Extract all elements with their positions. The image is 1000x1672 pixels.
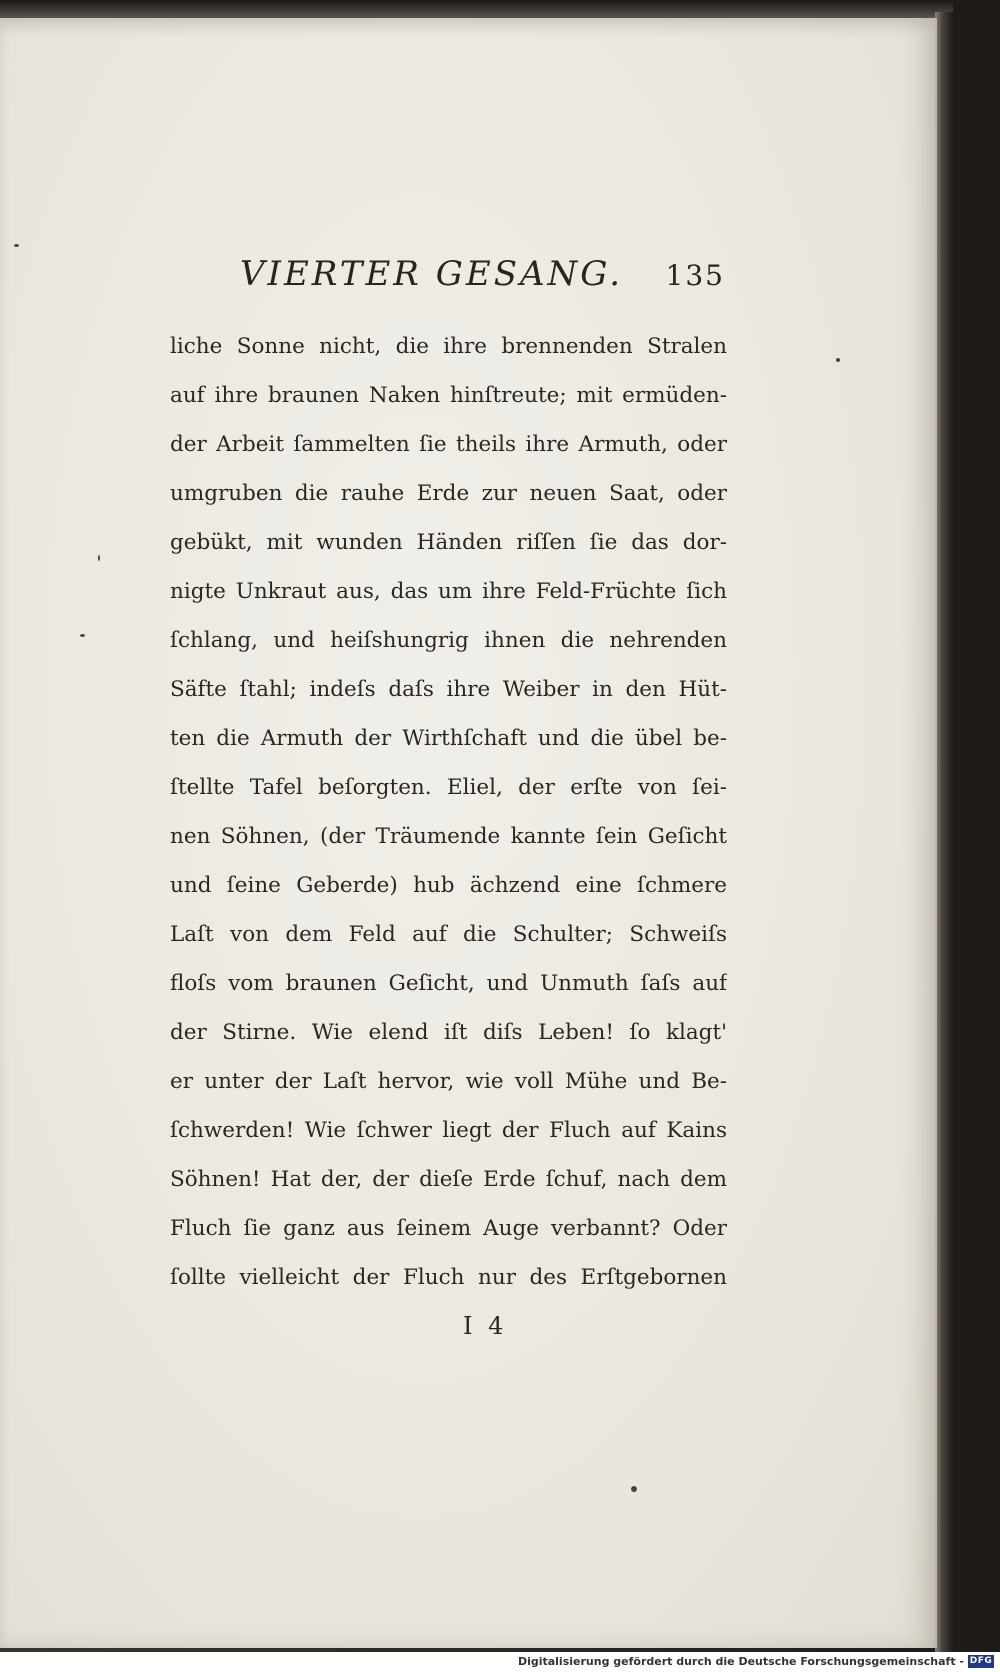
text-line: der Stirne. Wie elend iſt diſs Leben! ſo klagt'	[170, 1020, 727, 1045]
text-line: ſchlang, und heiſshungrig ihnen die nehrenden	[170, 628, 727, 653]
text-line: Säfte ſtahl; indeſs daſs ihre Weiber in den Hüt-	[170, 677, 727, 702]
text-line: Fluch ſie ganz aus ſeinem Auge verbannt? Oder	[170, 1216, 727, 1241]
text-line: Laſt von dem Feld auf die Schulter; Schweiſs	[170, 922, 727, 947]
text-line: er unter der Laſt hervor, wie voll Mühe und Be-	[170, 1069, 727, 1094]
text-line: Söhnen! Hat der, der dieſe Erde ſchuf, nach dem	[170, 1167, 727, 1192]
text-line: gebükt, mit wunden Händen riſſen ſie das dor-	[170, 530, 727, 555]
ink-speck	[80, 634, 85, 637]
footer-credit: Digitalisierung gefördert durch die Deutsche Forschungsgemeinschaft -	[517, 1655, 964, 1668]
ink-speck	[14, 244, 19, 247]
text-line: der Arbeit ſammelten ſie theils ihre Armuth, oder	[170, 432, 727, 457]
book-page-edge	[935, 12, 953, 1652]
ink-speck	[631, 1486, 637, 1492]
text-line: nigte Unkraut aus, das um ihre Feld-Früchte ſich	[170, 579, 727, 604]
book-top-edge	[0, 0, 953, 18]
signature-mark: I 4	[463, 1312, 508, 1340]
text-line: und ſeine Geberde) hub ächzend eine ſchmere	[170, 873, 727, 898]
page-number: 135	[665, 259, 725, 292]
body-text	[170, 322, 727, 1302]
text-line: liche Sonne nicht, die ihre brennenden Stralen	[170, 334, 727, 359]
text-line: ſollte vielleicht der Fluch nur des Erſtgebornen	[170, 1265, 727, 1290]
text-line: ſtellte Tafel beſorgten. Eliel, der erſte von ſei-	[170, 775, 727, 800]
dfg-logo: DFG	[969, 1656, 993, 1666]
text-line: nen Söhnen, (der Träumende kannte ſein Geſicht	[170, 824, 727, 849]
ink-speck	[836, 358, 840, 362]
footer-bar	[0, 1652, 1000, 1672]
text-line: ſchwerden! Wie ſchwer liegt der Fluch auf Kains	[170, 1118, 727, 1143]
text-line: auf ihre braunen Naken hinſtreute; mit ermüden-	[170, 383, 727, 408]
text-line: ten die Armuth der Wirthſchaft und die übel be-	[170, 726, 727, 751]
text-line: umgruben die rauhe Erde zur neuen Saat, oder	[170, 481, 727, 506]
running-title: VIERTER GESANG.	[240, 254, 624, 294]
ink-speck	[98, 555, 100, 561]
running-header	[240, 252, 725, 302]
text-line: floſs vom braunen Geſicht, und Unmuth ſaſs auf	[170, 971, 727, 996]
